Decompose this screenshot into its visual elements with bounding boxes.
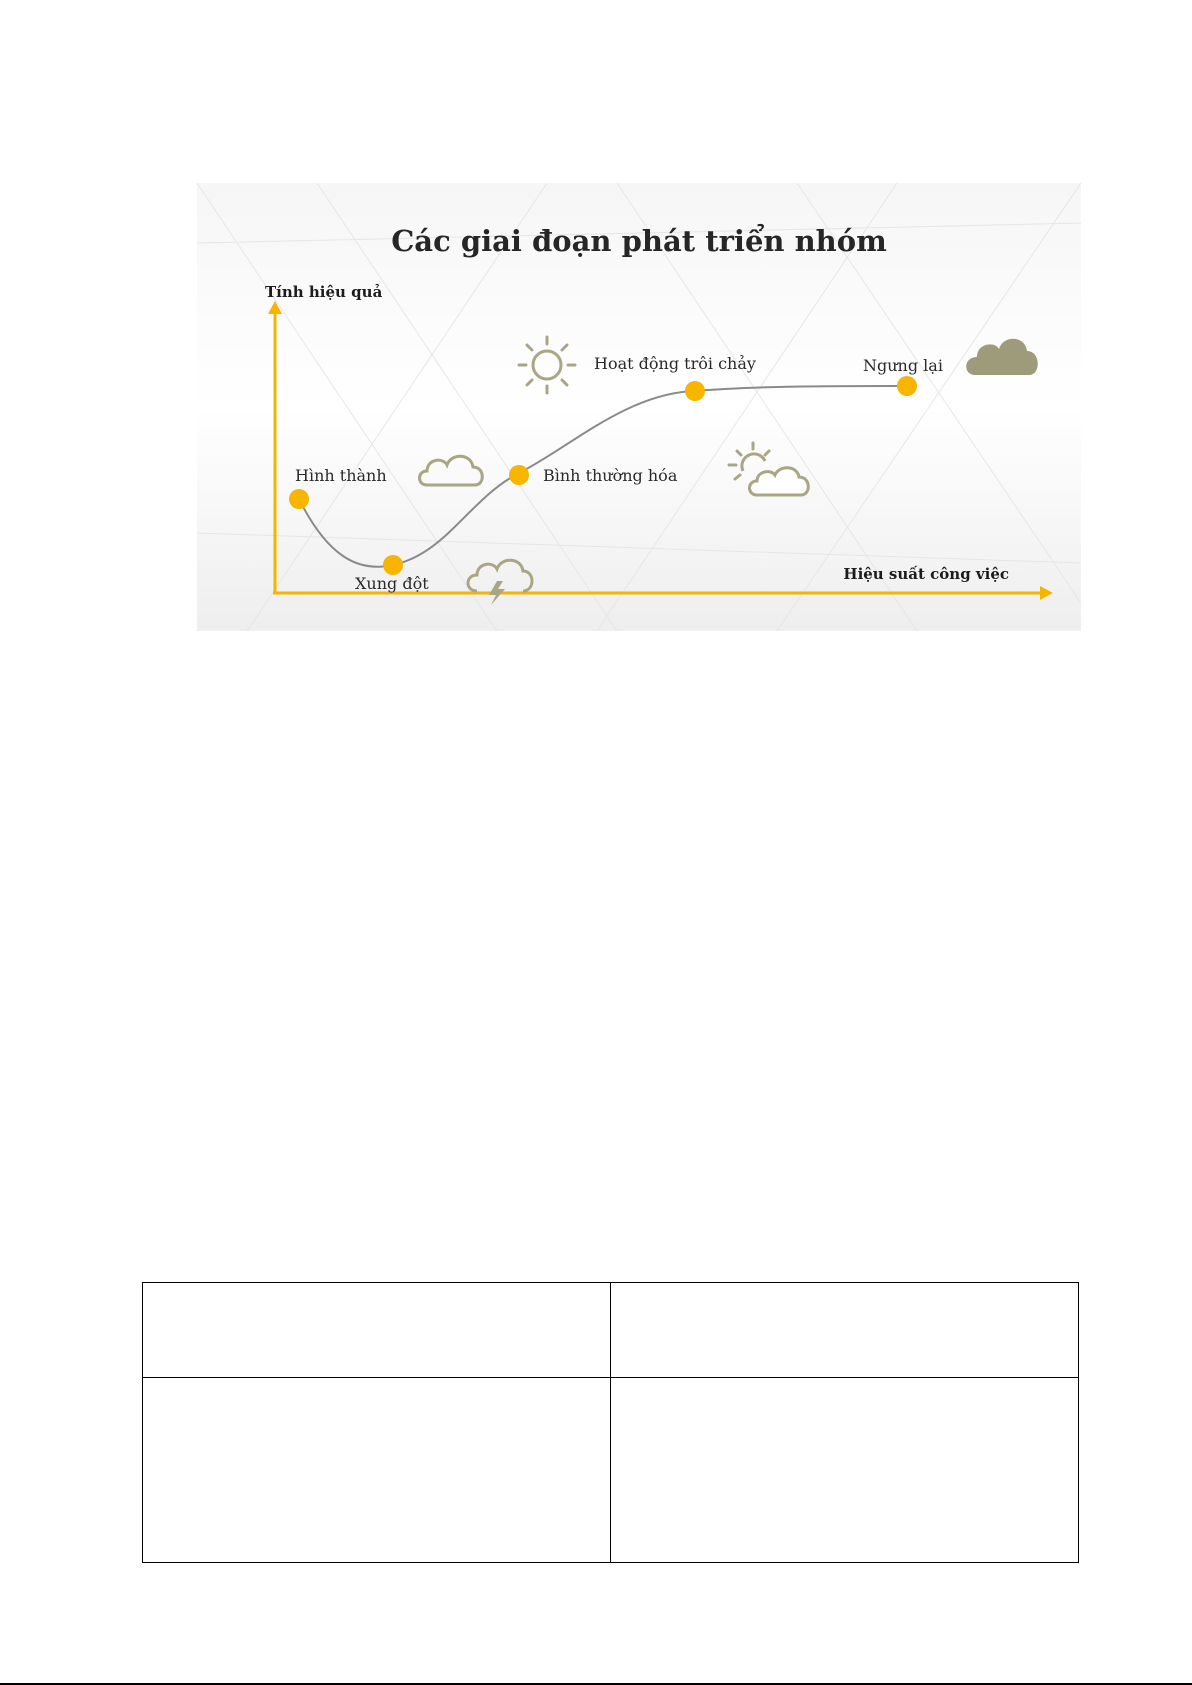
stage-label-adjourning: Ngưng lại bbox=[863, 356, 943, 375]
diagram-title: Các giai đoạn phát triển nhóm bbox=[391, 224, 887, 258]
stage-label-storming: Xung đột bbox=[355, 574, 429, 593]
y-axis-label: Tính hiệu quả bbox=[265, 283, 383, 301]
stage-point-performing bbox=[685, 381, 705, 401]
table-row bbox=[143, 1378, 1079, 1563]
table-cell bbox=[143, 1283, 611, 1378]
table-cell bbox=[611, 1283, 1079, 1378]
team-development-diagram bbox=[197, 183, 1081, 631]
table-cell bbox=[143, 1378, 611, 1563]
document-table bbox=[142, 1282, 1079, 1563]
stage-point-adjourning bbox=[897, 376, 917, 396]
table-cell bbox=[611, 1378, 1079, 1563]
table-row bbox=[143, 1283, 1079, 1378]
x-axis-label: Hiệu suất công việc bbox=[843, 565, 1009, 583]
stage-label-performing: Hoạt động trôi chảy bbox=[594, 354, 756, 373]
stage-point-norming bbox=[509, 465, 529, 485]
stage-point-storming bbox=[383, 555, 403, 575]
stage-label-forming: Hình thành bbox=[295, 466, 387, 485]
stage-point-forming bbox=[289, 489, 309, 509]
diagram-canvas bbox=[197, 183, 1081, 631]
stage-label-norming: Bình thường hóa bbox=[543, 466, 678, 485]
